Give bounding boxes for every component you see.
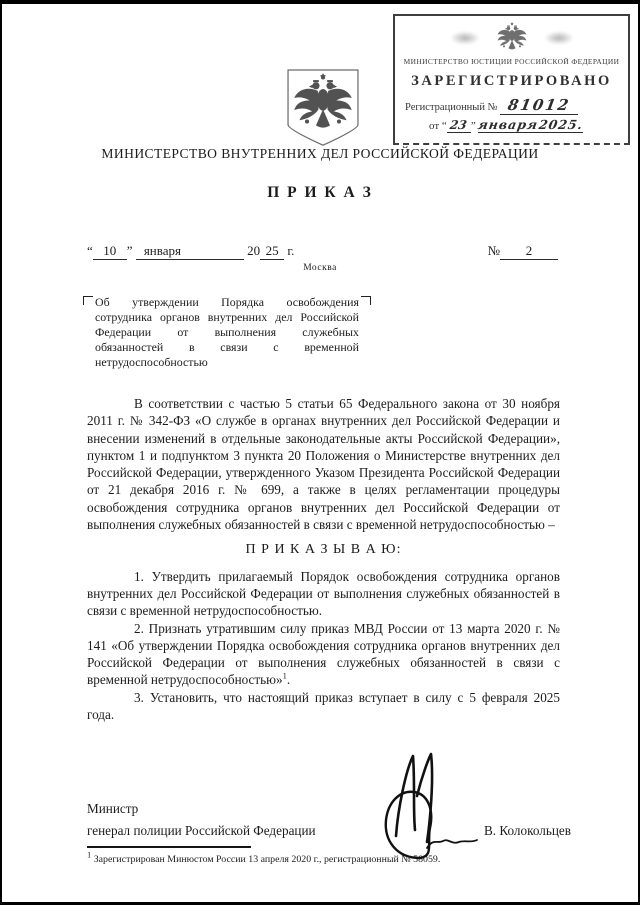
stamp-smudge-left	[450, 31, 480, 45]
stamp-reg-number-handwritten: 81012	[506, 96, 572, 114]
date-year-underline: 25	[260, 243, 284, 260]
number-label: №	[487, 243, 500, 258]
footnote	[87, 849, 587, 865]
stamp-date-month-underline	[478, 117, 582, 133]
stamp-close-quote: ”	[470, 120, 476, 132]
stamp-date-day-underline	[447, 118, 471, 133]
stamp-ministry-line: МИНИСТЕРСТВО ЮСТИЦИИ РОССИЙСКОЙ ФЕДЕРАЦИИ	[403, 57, 620, 66]
date-open-quote: “	[87, 243, 93, 258]
order-word: П Р И К А З Ы В А Ю:	[245, 542, 402, 558]
corner-mark-left	[83, 296, 93, 305]
stamp-reg-label: Регистрационный №	[405, 102, 498, 113]
subject-heading	[95, 295, 359, 370]
stamp-smudge-right	[544, 31, 574, 45]
intro-paragraph: В соответствии с частью 5 статьи 65 Федерального закона от 30 ноября 2011 г. № 342-ФЗ «О службе в органах внутренних дел Российской Федерации и внесении изменений в отдельные законодательные акты Российской Федерации», пунктом 1 и подпунктом 3 пункта 20 Положения о Министерстве внутренних дел Российской Федерации, утвержденного Указом Президента Российской Федерации от 21 декабря 2016 г. № 699, а также в целях регламентации процедуры освобождения сотрудника органов внутренних дел Российской Федерации от выполнения служебных обязанностей в связи с временной нетрудоспособностью –	[87, 396, 560, 533]
stamp-date-year-handwritten: 2025.	[537, 117, 584, 132]
stamp-registration-number-line	[395, 96, 628, 115]
stamp-date-prefix: от	[429, 120, 440, 132]
stamp-eagle-icon	[494, 22, 530, 54]
stamp-reg-number-underline	[500, 96, 578, 115]
date-close-quote: ”	[126, 243, 133, 258]
footnote-reference: 1	[282, 671, 287, 682]
date-number-row	[87, 243, 558, 260]
state-emblem-double-headed-eagle	[285, 68, 361, 148]
document-type-title: П Р И К А З	[267, 184, 373, 201]
city-label: Москва	[303, 263, 337, 273]
handwritten-signature	[370, 750, 482, 862]
item-2-text: 2. Признать утратившим силу приказ МВД России от 13 марта 2020 г. № 141 «Об утверждении Порядка освобождения сотрудника органов внутренних дел Российской Федерации от выполнения служебных обязанностей в связи с временной нетрудоспособностью»	[87, 620, 560, 688]
stamp-header-row	[395, 21, 628, 55]
date-day-underline: 10	[93, 243, 127, 260]
footnote-number: 1	[87, 849, 92, 860]
ministry-title: МИНИСТЕРСТВО ВНУТРЕННИХ ДЕЛ РОССИЙСКОЙ ФЕДЕРАЦИИ	[101, 146, 539, 161]
stamp-open-quote: “	[441, 120, 447, 132]
document-number-underline: 2	[500, 243, 558, 260]
signer-name: В. Колокольцев	[483, 823, 571, 838]
date-group	[87, 243, 294, 260]
item-2-period: .	[286, 672, 291, 688]
stamp-date-day-handwritten: 23	[449, 118, 469, 132]
stamp-date-month-handwritten: января	[477, 117, 540, 132]
subject-text: Об утверждении Порядка освобождения сотрудника органов внутренних дел Российской Федерации от выполнения служебных обязанностей в связи с временной нетрудоспособностью	[95, 295, 359, 369]
corner-mark-right	[361, 296, 371, 305]
footnote-separator	[87, 846, 251, 848]
signer-post-line2: генерал полиции Российской Федерации	[87, 823, 316, 838]
date-year-g: г.	[287, 243, 295, 258]
document-number-group	[488, 243, 558, 260]
item-1: 1. Утвердить прилагаемый Порядок освобождения сотрудника органов внутренних дел Российской Федерации от выполнения служебных обязанностей в связи с временной нетрудоспособностью.	[87, 568, 560, 619]
date-month-underline: января	[136, 243, 244, 260]
document-body	[87, 395, 560, 723]
footnote-text: Зарегистрирован Минюстом России 13 апреля 2020 г., регистрационный № 58059.	[91, 854, 441, 865]
stamp-registered-label: ЗАРЕГИСТРИРОВАНО	[411, 73, 612, 89]
signer-post-line1: Министр	[87, 801, 139, 816]
date-year-prefix: 20	[247, 243, 261, 258]
item-2	[87, 620, 560, 689]
justice-registration-stamp	[393, 14, 630, 145]
stamp-date-line	[395, 117, 628, 133]
item-3: 3. Установить, что настоящий приказ вступает в силу с 5 февраля 2025 года.	[87, 689, 560, 723]
